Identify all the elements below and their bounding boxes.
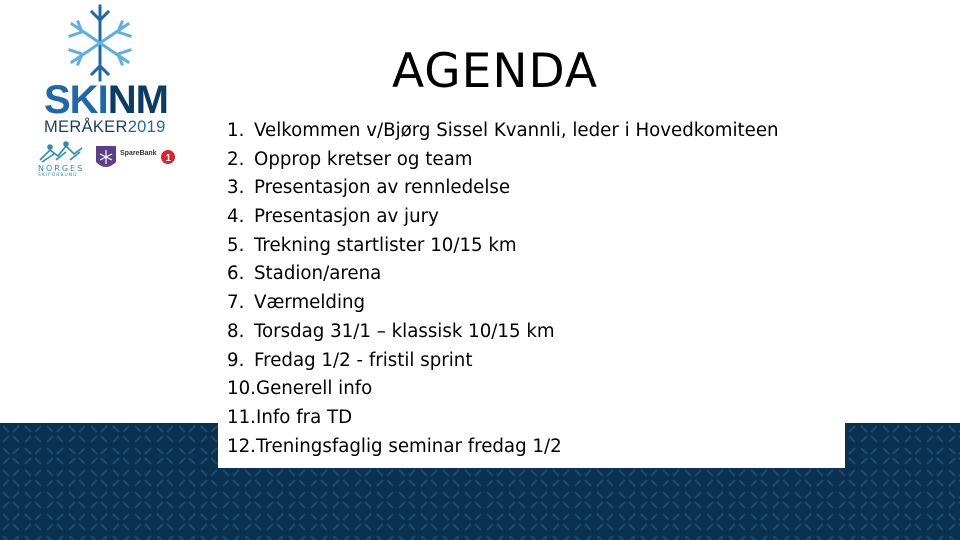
agenda-item-text: Presentasjon av jury: [254, 206, 439, 228]
agenda-item-number: 10.: [227, 378, 256, 400]
agenda-item-number: 11.: [227, 406, 256, 428]
nsf-label: NORGES: [38, 164, 85, 173]
agenda-item: [227, 289, 779, 318]
agenda-item: [227, 375, 779, 404]
brand-year: 2019: [127, 118, 166, 136]
agenda-item: [227, 347, 779, 376]
agenda-item-number: 5.: [227, 234, 245, 256]
agenda-item: [227, 433, 779, 462]
svg-text:1: 1: [165, 153, 172, 164]
agenda-panel: [218, 116, 845, 468]
agenda-item: [227, 203, 779, 232]
agenda-item-number: 9.: [227, 349, 245, 371]
agenda-item-number: 12.: [227, 435, 256, 457]
brand-place: MERÅKER: [44, 118, 128, 136]
agenda-item-text: Velkommen v/Bjørg Sissel Kvannli, leder i Hovedkomiteen: [254, 120, 779, 141]
agenda-item-text: Trekning startlister 10/15 km: [254, 234, 517, 256]
agenda-item: [227, 117, 779, 146]
slide-title-text: AGENDA: [391, 44, 599, 99]
agenda-item-number: 3.: [227, 177, 245, 199]
agenda-item-number: 6.: [227, 263, 245, 285]
agenda-item-text: Treningsfaglig seminar fredag 1/2: [256, 435, 562, 457]
agenda-item-text: Presentasjon av rennledelse: [254, 177, 511, 199]
brand-location: [44, 118, 166, 136]
bank-badge-icon: [161, 150, 175, 164]
brand-nm: NM: [107, 78, 168, 122]
agenda-item-text: Info fra TD: [256, 406, 353, 428]
agenda-item: [227, 174, 779, 203]
agenda-item-text: Generell info: [256, 378, 373, 400]
agenda-item-number: 4.: [227, 206, 245, 228]
agenda-item-text: Torsdag 31/1 – klassisk 10/15 km: [254, 320, 555, 342]
agenda-item-number: 2.: [227, 148, 245, 170]
brand-ski: SKI: [44, 78, 108, 122]
agenda-item: [227, 404, 779, 433]
agenda-item: [227, 232, 779, 261]
agenda-item-text: Fredag 1/2 - fristil sprint: [254, 349, 473, 371]
agenda-item: [227, 146, 779, 175]
nsf-sublabel: SKIFORBUND: [38, 173, 78, 178]
agenda-item-number: 8.: [227, 320, 245, 342]
agenda-list: [227, 117, 779, 461]
sponsor-logos: [36, 140, 186, 182]
nsf-skiers-icon: [40, 142, 82, 162]
bank-label: SpareBank: [120, 150, 157, 157]
agenda-item-text: Opprop kretser og team: [254, 148, 473, 170]
agenda-item-text: Stadion/arena: [254, 263, 382, 285]
agenda-item: [227, 318, 779, 347]
slide-title: [0, 44, 960, 100]
agenda-item: [227, 260, 779, 289]
agenda-item-number: 1.: [227, 120, 245, 141]
shield-icon: [96, 146, 116, 167]
agenda-item-text: Værmelding: [254, 292, 366, 314]
agenda-item-number: 7.: [227, 292, 245, 314]
